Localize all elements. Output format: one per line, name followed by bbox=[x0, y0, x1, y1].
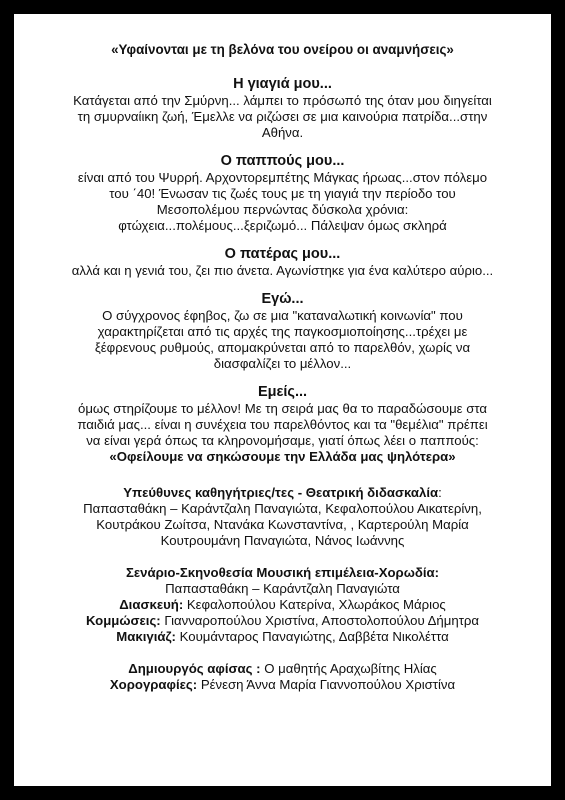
section-text-line: όμως στηρίζουμε το μέλλον! Με τη σειρά μας θα το παραδώσουμε στα bbox=[78, 401, 487, 416]
section-grandfather bbox=[14, 153, 551, 234]
teachers-line: Κουτράκου Ζωίτσα, Ντανάκα Κωνσταντίνα, , Καρτερούλη Μαρία bbox=[96, 517, 469, 532]
poster-creator-value: Ο μαθητής Αραχωβίτης Ηλίας bbox=[260, 661, 437, 676]
section-heading: Ο παππούς μου... bbox=[220, 153, 345, 169]
section-father bbox=[14, 246, 551, 279]
poster-title: «Υφαίνονται με τη βελόνα του ονείρου οι αναμνήσεις» bbox=[111, 42, 454, 57]
choreography-value: Ρένεση Άννα Μαρία Γιαννοπούλου Χριστίνα bbox=[197, 677, 456, 692]
role-label: Κομμώσεις: bbox=[85, 613, 161, 628]
role-label: Μακιγιάζ: bbox=[116, 629, 176, 644]
section-text-line: είναι από του Ψυρρή. Αρχοντορεμπέτης Μάγκας ήρωας...στον πόλεμο bbox=[77, 170, 488, 185]
credits-production bbox=[14, 565, 551, 645]
section-text-line: Μεσοπολέμου περνώντας δύσκολα χρόνια: bbox=[156, 202, 409, 217]
choreography-line bbox=[14, 677, 551, 693]
role-value: Γιανναροπούλου Χριστίνα, Αποστολοπούλου Δήμητρα bbox=[160, 613, 480, 628]
role-value: Κεφαλοπούλου Κατερίνα, Χλωράκος Μάριος bbox=[183, 597, 446, 612]
section-text-line: παιδιά μας... είναι η συνέχεια του παρελθόντος και τα "θεμέλια" πρέπει bbox=[77, 417, 488, 432]
role-label: Διασκευή: bbox=[119, 597, 184, 612]
section-text-line: τη σμυρναίικη ζωή, Έμελλε να ριζώσει σε μια καινούρια πατρίδα...στην bbox=[77, 109, 488, 124]
section-text-line: ξέφρενους ρυθμούς, απομακρύνεται από το παρελθόν, χωρίς να bbox=[94, 340, 471, 355]
section-text-line: φτώχεια...πολέμους...ξεριζωμό... Πάλεψαν όμως σκληρά bbox=[118, 218, 447, 233]
poster-creator-line bbox=[14, 661, 551, 677]
poster-page bbox=[14, 14, 551, 786]
poster-content bbox=[14, 42, 551, 709]
choreography-label: Χορογραφίες: bbox=[109, 677, 198, 692]
teachers-colon: : bbox=[438, 485, 442, 500]
teachers-heading bbox=[14, 485, 551, 501]
section-grandmother bbox=[14, 76, 551, 141]
section-me bbox=[14, 291, 551, 372]
role-line-makeup bbox=[14, 629, 551, 645]
role-line-hair bbox=[14, 613, 551, 629]
teachers-label: Υπεύθυνες καθηγήτριες/τες - Θεατρική διδασκαλία bbox=[123, 485, 439, 500]
poster-creator-label: Δημιουργός αφίσας : bbox=[128, 661, 261, 676]
closing-quote: «Οφείλουμε να σηκώσουμε την Ελλάδα μας ψηλότερα» bbox=[109, 449, 456, 464]
credits bbox=[14, 485, 551, 693]
section-text-line: διασφαλίζει το μέλλον... bbox=[213, 356, 352, 371]
section-us bbox=[14, 384, 551, 465]
section-text-line: χαρακτηρίζεται από τις αρχές της παγκοσμιοποίησης...τρέχει με bbox=[97, 324, 468, 339]
section-text-line: αλλά και η γενιά του, ζει πιο άνετα. Αγωνίστηκε για ένα καλύτερο αύριο... bbox=[71, 263, 494, 278]
section-text-line: να είναι γερά όπως τα κληρονομήσαμε, γιατί όπως λέει ο παππούς: bbox=[86, 433, 479, 448]
script-direction-label: Σενάριο-Σκηνοθεσία Μουσική επιμέλεια-Χορωδία: bbox=[125, 565, 440, 580]
teachers-line: Παπασταθάκη – Καράντζαλη Παναγιώτα, Κεφαλοπούλου Αικατερίνη, bbox=[83, 501, 482, 516]
section-heading: Εμείς... bbox=[257, 384, 308, 400]
section-heading: Η γιαγιά μου... bbox=[233, 76, 332, 92]
script-direction-name: Παπασταθάκη – Καράντζαλη Παναγιώτα bbox=[165, 581, 400, 596]
role-value: Κουμάνταρος Παναγιώτης, Δαββέτα Νικολέττα bbox=[175, 629, 449, 644]
section-text-line: του ΄40! Ένωσαν τις ζωές τους με τη γιαγιά την περίοδο του bbox=[109, 186, 456, 201]
section-text-line: Κατάγεται από την Σμύρνη... λάμπει το πρόσωπό της όταν μου διηγείται bbox=[73, 93, 492, 108]
section-text-line: Αθήνα. bbox=[261, 125, 304, 140]
role-line-adaptation bbox=[14, 597, 551, 613]
section-heading: Ο πατέρας μου... bbox=[224, 246, 341, 262]
credits-other bbox=[14, 661, 551, 693]
section-heading: Εγώ... bbox=[261, 291, 304, 307]
teachers-line: Κουτρουμάνη Παναγιώτα, Νάνος Ιωάννης bbox=[160, 533, 405, 548]
credits-teachers bbox=[14, 485, 551, 549]
section-text-line: Ο σύγχρονος έφηβος, ζω σε μια "καταναλωτική κοινωνία" που bbox=[102, 308, 463, 323]
